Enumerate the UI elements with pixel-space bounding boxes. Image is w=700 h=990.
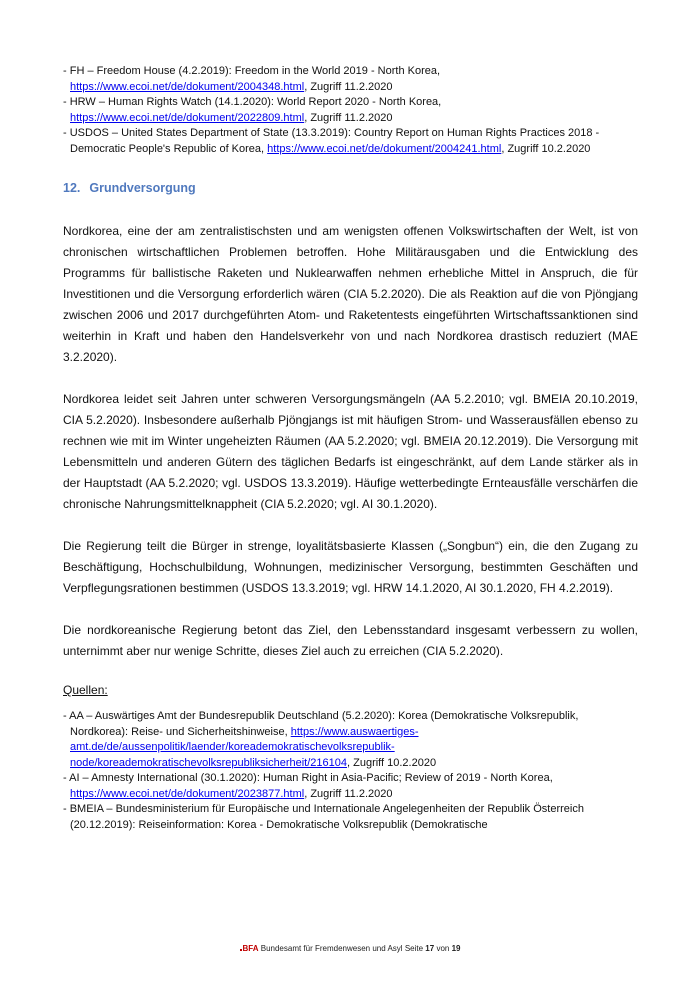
source-text: , Zugriff 11.2.2020: [304, 80, 393, 93]
source-text: - USDOS – United States Department of State (13.3.2019): Country Report on Human Rights Practices 2018 - Democratic People's Republic of Korea,: [63, 127, 600, 155]
source-text: - AA – Auswärtiges Amt der Bundesrepublik Deutschland (5.2.2020): Korea (Demokratische Volksrepublik, Nordkorea): Reise- und Sicherheitshinweise,: [63, 710, 579, 738]
source-text: - FH – Freedom House (4.2.2019): Freedom in the World 2019 - North Korea,: [63, 65, 441, 77]
source-link[interactable]: https://www.ecoi.net/de/dokument/2004241.html: [267, 142, 502, 155]
source-text: - BMEIA – Bundesministerium für Europäische und Internationale Angelegenheiten der Republik Österreich (20.12.2019): Reiseinformation: Korea - Demokratische Volksrepublik (Demokratische: [63, 803, 584, 831]
footer-bfa: BFA: [242, 944, 259, 953]
bottom-source-list: [63, 709, 638, 833]
section-heading: [63, 181, 638, 195]
quellen-label: [63, 683, 638, 697]
paragraph: Nordkorea leidet seit Jahren unter schweren Versorgungsmängeln (AA 5.2.2010; vgl. BMEIA 20.10.2019, CIA 5.2.2020). Insbesondere außerhalb Pjöngjangs ist mit häufigen Strom- und Wasserausfällen ebenso zu rechnen wie mit im Winter ungeheizten Räumen (AA 5.2.2020; vgl. BMEIA 20.12.2019). Die Versorgung mit Lebensmitteln und anderen Gütern des täglichen Bedarfs ist eingeschränkt, auf dem Lande stärker als in der Hauptstadt (AA 5.2.2020; vgl. USDOS 13.3.2019). Häufige wetterbedingte Ernteausfälle verschärfen die chronische Nahrungsmittelknappheit (CIA 5.2.2020; vgl. AI 30.1.2020).: [63, 392, 638, 511]
source-link[interactable]: https://www.ecoi.net/de/dokument/2004348.html: [70, 80, 305, 93]
source-item: [63, 802, 638, 833]
source-link[interactable]: https://www.ecoi.net/de/dokument/2022809.html: [70, 111, 305, 124]
source-item: [63, 64, 638, 95]
source-text: , Zugriff 11.2.2020: [304, 787, 393, 800]
source-link[interactable]: https://www.ecoi.net/de/dokument/2023877.html: [70, 787, 305, 800]
footer-page-total: 19: [451, 944, 461, 953]
top-source-list: [63, 64, 638, 157]
paragraph: Die Regierung teilt die Bürger in strenge, loyalitätsbasierte Klassen („Songbun“) ein, die den Zugang zu Beschäftigung, Hochschulbildung, Wohnungen, medizinischer Versorgung, bestimmten Geschäften und Verpflegungsrationen bestimmen (USDOS 13.3.2019; vgl. HRW 14.1.2020, AI 30.1.2020, FH 4.2.2019).: [63, 539, 638, 595]
page-footer: [0, 944, 700, 954]
quellen-text: Quellen:: [63, 683, 108, 697]
footer-page-label: Seite: [404, 944, 424, 953]
source-text: , Zugriff 10.2.2020: [347, 756, 437, 769]
source-text: , Zugriff 11.2.2020: [304, 111, 393, 124]
paragraph: Die nordkoreanische Regierung betont das Ziel, den Lebensstandard insgesamt verbessern zu wollen, unternimmt aber nur wenige Schritte, dieses Ziel auch zu erreichen (CIA 5.2.2020).: [63, 623, 638, 658]
source-text: , Zugriff 10.2.2020: [501, 142, 591, 155]
source-item: [63, 771, 638, 802]
footer-org: Bundesamt für Fremdenwesen und Asyl: [260, 944, 403, 953]
source-text: - AI – Amnesty International (30.1.2020): Human Right in Asia-Pacific; Review of 2019 - North Korea,: [63, 772, 553, 784]
footer-page-current: 17: [425, 944, 435, 953]
source-link[interactable]: https://www.auswaertiges-amt.de/de/aussenpolitik/laender/koreademokratischevolksrepublik-node/koreademokratischevolksrepubliksicherheit/216104: [70, 725, 419, 769]
source-item: [63, 709, 638, 771]
bfa-logo-icon: [240, 949, 242, 951]
source-item: [63, 95, 638, 126]
source-text: - HRW – Human Rights Watch (14.1.2020): World Report 2020 - North Korea,: [63, 96, 442, 108]
footer-von-label: von: [436, 944, 450, 953]
section-number: 12.: [63, 181, 81, 195]
paragraph: Nordkorea, eine der am zentralistischsten und am wenigsten offenen Volkswirtschaften der Welt, ist von chronischen wirtschaftlichen Problemen betroffen. Hohe Militärausgaben und die Entwicklung des Programms für ballistische Raketen und Nuklearwaffen nehmen erhebliche Mittel in Anspruch, die für Investitionen und die Versorgung erforderlich wären (CIA 5.2.2020). Die als Reaktion auf die von Pjöngjang zwischen 2006 und 2017 durchgeführten Atom- und Raketentests eingeführten Wirtschaftssanktionen sind weiterhin in Kraft und haben den Handelsverkehr von und nach Nordkorea drastisch reduziert (MAE 3.2.2020).: [63, 224, 638, 364]
section-title: Grundversorgung: [89, 181, 196, 195]
source-item: [63, 126, 638, 157]
